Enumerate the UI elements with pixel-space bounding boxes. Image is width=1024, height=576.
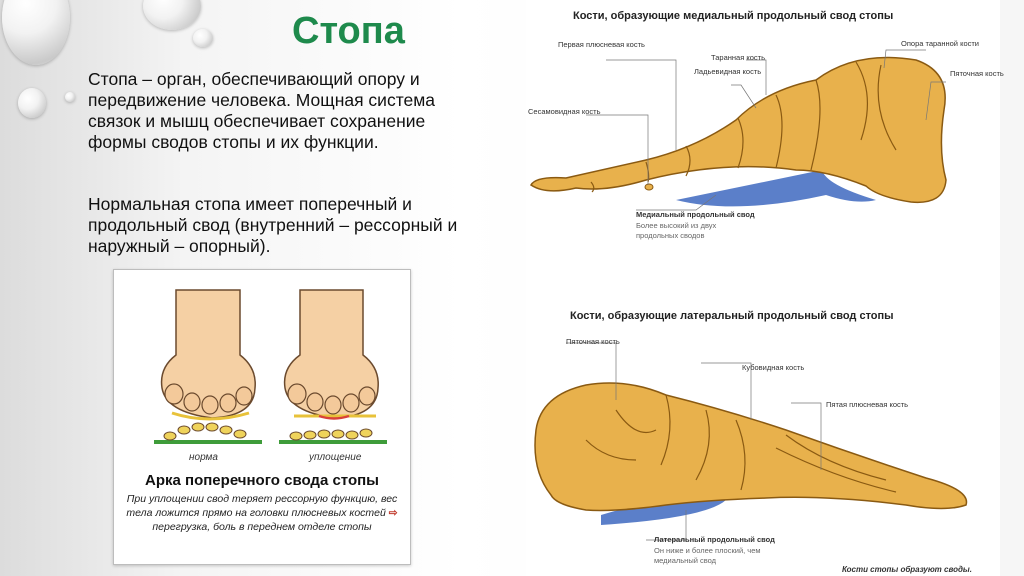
medial-arch-note: Более высокий из двух продольных сводов bbox=[636, 221, 717, 240]
foot-caption: Кости стопы образуют своды. bbox=[842, 565, 972, 574]
anatomy-panel bbox=[526, 0, 1004, 576]
lateral-arch-note: Он ниже и более плоский, чем медиальный свод bbox=[654, 546, 761, 565]
lateral-title: Кости, образующие латеральный продольный свод стопы bbox=[570, 310, 894, 322]
cuboid-label: Кубовидная кость bbox=[742, 363, 805, 372]
arrow-right-icon: ⇨ bbox=[388, 507, 398, 519]
lateral-calcaneus-label: Пяточная кость bbox=[566, 337, 620, 346]
arch-paragraph: Нормальная стопа имеет поперечный и продольный свод (внутренний – рессорный и наружный – опорный). bbox=[88, 194, 458, 256]
transverse-arch-figure bbox=[113, 269, 411, 565]
sesamoid-label: Сесамовидная кость bbox=[528, 107, 601, 116]
slide-title: Стопа bbox=[292, 10, 405, 52]
first-metatarsal-label: Первая плюсневая кость bbox=[558, 40, 645, 49]
calcaneus-label: Пяточная кость bbox=[950, 69, 1004, 78]
medial-arch-label: Медиальный продольный свод bbox=[636, 210, 755, 219]
feet-illustration bbox=[114, 270, 410, 470]
navicular-label: Ладьевидная кость bbox=[694, 67, 762, 76]
medial-foot-bones bbox=[531, 58, 946, 207]
water-drop bbox=[143, 0, 201, 30]
talus-support-label: Опора таранной кости bbox=[901, 39, 979, 48]
foot-bones-illustration bbox=[526, 0, 1000, 576]
norm-label: норма bbox=[189, 452, 218, 463]
water-drop bbox=[2, 0, 70, 65]
water-drop bbox=[18, 88, 46, 118]
arch-figure-desc: При уплощении свод теряет рессорную функцию, вес тела ложится прямо на головки плюсневых костей ⇨ перегрузка, боль в переднем отделе стопы bbox=[126, 493, 398, 533]
lateral-arch-label: Латеральный продольный свод bbox=[654, 535, 775, 544]
flat-label: уплощение bbox=[309, 452, 362, 463]
fifth-metatarsal-label: Пятая плюсневая кость bbox=[826, 400, 909, 409]
water-drop bbox=[65, 92, 75, 102]
arch-figure-title: Арка поперечного свода стопы bbox=[145, 472, 379, 489]
intro-paragraph: Стопа – орган, обеспечивающий опору и передвижение человека. Мощная система связок и мышц обеспечивает сохранение формы сводов стопы и их функции. bbox=[88, 69, 436, 152]
medial-title: Кости, образующие медиальный продольный свод стопы bbox=[573, 10, 894, 22]
talus-label: Таранная кость bbox=[711, 53, 765, 62]
water-drop bbox=[193, 29, 213, 47]
